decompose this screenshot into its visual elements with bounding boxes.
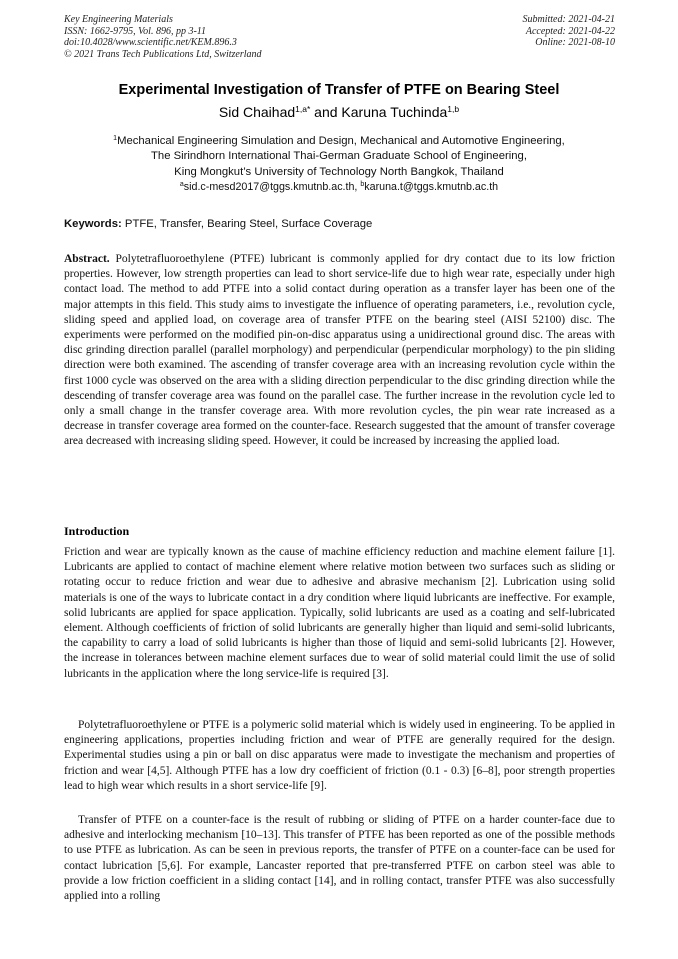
online-date: Online: 2021-08-10 (535, 37, 615, 48)
email-a: sid.c-mesd2017@tggs.kmutnb.ac.th, (183, 181, 361, 193)
dates-header (523, 14, 616, 49)
doi-line: doi:10.4028/www.scientific.net/KEM.896.3 (64, 37, 237, 48)
author-1: Sid Chaihad (218, 104, 296, 120)
author-line (0, 104, 678, 120)
email-b: karuna.t@tggs.kmutnb.ac.th (364, 181, 499, 193)
affiliation-line-2: The Sirindhorn International Thai-German Graduate School of Engineering, (151, 150, 527, 163)
email-mark-b: b (360, 181, 365, 188)
affiliation-block (0, 131, 678, 180)
accepted-date: Accepted: 2021-04-22 (525, 25, 615, 37)
author-2: Karuna Tuchinda (341, 104, 448, 120)
affiliation-mark: 1 (113, 135, 118, 142)
journal-name: Key Engineering Materials (64, 14, 173, 25)
abstract-paragraph (64, 252, 615, 450)
author-2-affiliation-mark: 1,b (447, 104, 460, 114)
affiliation-line-1: $^1$Mechanical Engineering Simulation and Design, Mechanical and Automotive Engineering, (113, 135, 565, 147)
submitted-date: Submitted: 2021-04-21 (522, 14, 615, 25)
introduction-heading: Introduction (64, 524, 130, 538)
issn-line: ISSN: 1662-9795, Vol. 896, pp 3-11 (64, 25, 207, 37)
abstract-text: Polytetrafluoroethylene (PTFE) lubricant is commonly applied for dry contact due to its low friction properties. However, low strength properties can lead to short service-life due to high wear rate, especially under high contact load. The method to add PTFE into a solid contact during operation as a transfer layer has been one of the major attempts in this field. This study aims to investigate the influence of operating parameters, i.e., revolution cycle, sliding speed and applied load, on coverage area of transfer PTFE on the bearing steel (AISI 52100) disc. The experiments were performed on the modified pin-on-disc apparatus using a unidirectional ground disc. The areas with disc grinding direction parallel (parallel morphology) and perpendicular (perpendicular morphology) to the pin sliding direction were both examined. The ascending of transfer coverage area with an increasing revolution cycle within the first 1000 cycle was observed on the area with a sliding direction perpendicular to the disc grinding direction while the descending of transfer coverage area was found on the parallel case. The further increase in the revolution cycle led to only a small change in the transfer coverage area. With more revolution cycles, the pin wear rate increased as a decrease in transfer coverage area formed on the counter-face. Research suggested that the amount of transfer coverage area decreased with increasing sliding speed. However, it could be increased by increasing the applied load. (64, 253, 615, 448)
author-1-affiliation-mark: 1,a* (295, 104, 311, 114)
email-line (0, 181, 678, 193)
introduction-paragraph-3: Transfer of PTFE on a counter-face is the result of rubbing or sliding of PTFE on a harder counter-face due to adhesive and interlocking mechanism [10–13]. This transfer of PTFE has been reported as one of the possible methods to use PTFE as lubrication. As can be seen in previous reports, the transfer of PTFE on a counter-face can be used for contact lubrication [5,6]. For example, Lancaster reported that pre-transferred PTFE on carbon steel was able to provide a low friction coefficient in a sliding contact [14], and in rolling contact, transfer PTFE was also successfully applied into a rolling (64, 814, 615, 903)
keywords-line (64, 218, 615, 230)
abstract-label: Abstract. (64, 253, 110, 265)
keywords-label: Keywords: (64, 218, 122, 230)
email-mark-a: a (179, 181, 184, 188)
copyright-line: © 2021 Trans Tech Publications Ltd, Switzerland (64, 48, 262, 60)
keywords-text: PTFE, Transfer, Bearing Steel, Surface Coverage (121, 218, 373, 230)
introduction-paragraph-2: Polytetrafluoroethylene or PTFE is a polymeric solid material which is widely used in engineering. To be applied in engineering applications, properties including friction and wear of PTFE are generally required for the design. Experimental studies using a pin or ball on disc apparatus were made to investigate the mechanism and properties of friction and wear [4,5]. Although PTFE has a low dry coefficient of friction (0.1 - 0.3) [6–8], poor strength properties lead to high wear which results in a short service-life [9]. (64, 719, 615, 792)
author-connector: and (310, 104, 342, 120)
affiliation-line-3: King Mongkut’s University of Technology North Bangkok, Thailand (174, 165, 504, 178)
paper-title: Experimental Investigation of Transfer of PTFE on Bearing Steel (118, 82, 560, 98)
journal-info-header (64, 14, 262, 60)
introduction-paragraph-1: Friction and wear are typically known as the cause of machine efficiency reduction and machine element failure [1]. Lubricants are applied to contact of machine element where relative motion between two surfaces such as sliding or rotating occur to reduce friction and wear due to adhesive and abrasive mechanism [2]. Lubrication using solid materials is one of the ways to lubricate contact in a dry condition where liquid lubricants are ineffective. For example, solid lubricants are applied for space application. Typically, solid lubricants are used as a coating and self-lubricated element. Although coefficients of friction of solid lubricants are generally higher than liquid and semi-solid lubricants, the capability to carry a load of solid lubricants is higher than those of liquid and semi-solid lubricants [2]. However, the increase in tolerances between machine element surfaces due to wear of solid material could limit the use of solid lubricants in the application where the long service-life is required [3]. (64, 546, 615, 680)
